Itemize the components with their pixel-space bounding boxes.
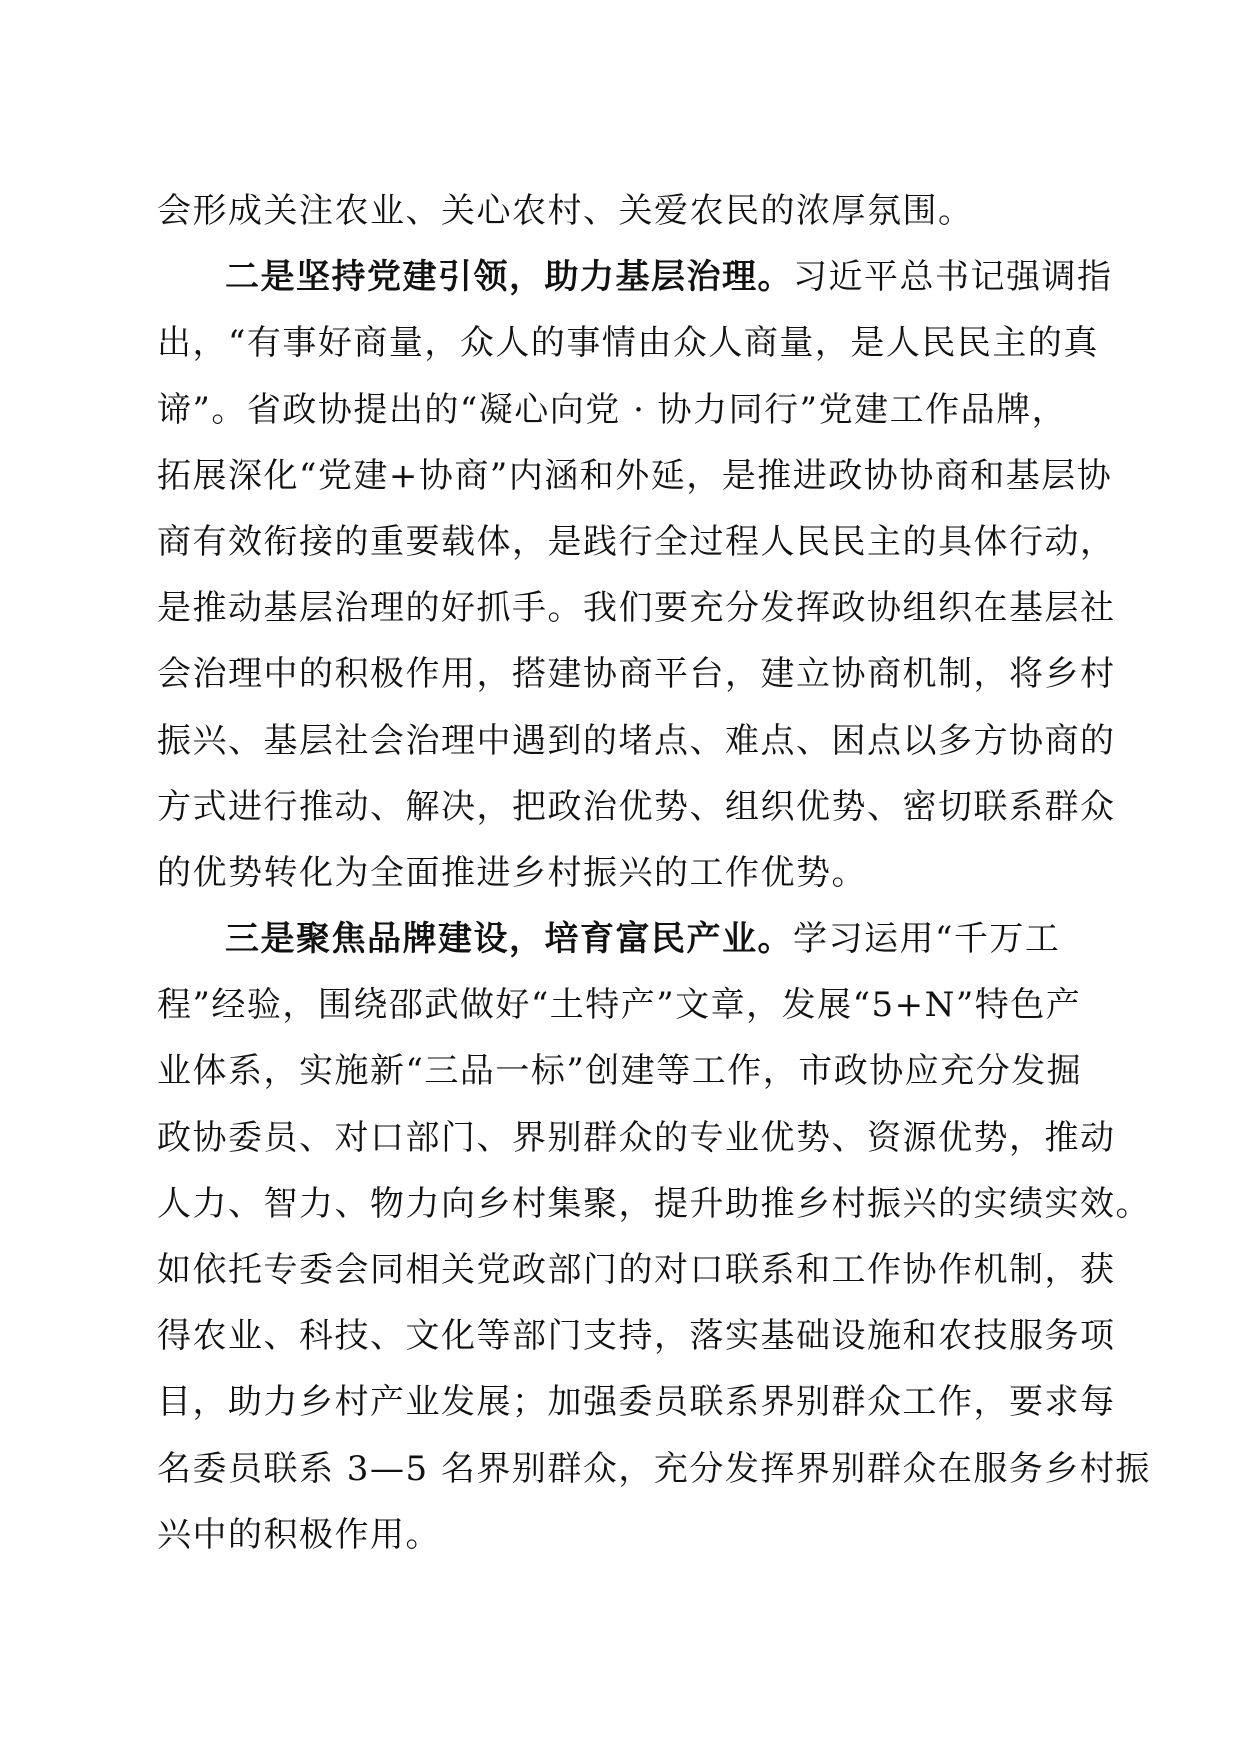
- line-text: 名委员联系 3—5 名界别群众，充分发挥界别群众在服务乡村振: [157, 1448, 1151, 1489]
- text-line-20: [157, 1436, 1151, 1502]
- text-line-11: [157, 840, 1097, 906]
- line-text: 会形成关注农业、关心农村、关爱农民的浓厚氛围。: [157, 191, 974, 231]
- section-heading-line-12: [157, 906, 1097, 972]
- line-text: 人力、智力、物力向乡村集聚，提升助推乡村振兴的实绩实效。: [157, 1183, 1151, 1224]
- line-text: 学习运用“千万工: [793, 919, 1061, 960]
- text-line-21: [157, 1502, 1097, 1568]
- line-text: 目，助力乡村产业发展；加强委员联系界别群众工作，要求每: [157, 1382, 1116, 1423]
- line-text: 政协委员、对口部门、界别群众的专业优势、资源优势，推动: [157, 1117, 1116, 1158]
- text-line-4: [157, 377, 1097, 443]
- body-text: [157, 178, 1151, 1568]
- line-text: 会治理中的积极作用，搭建协商平台，建立协商机制，将乡村: [157, 654, 1116, 695]
- text-line-9: [157, 708, 1116, 774]
- text-line-19: [157, 1369, 1116, 1435]
- text-line-16: [157, 1171, 1151, 1237]
- text-line-7: [157, 575, 1116, 641]
- section-heading-line-2: [157, 244, 1113, 310]
- text-line-15: [157, 1105, 1116, 1171]
- text-line-17: [157, 1237, 1116, 1303]
- text-line-18: [157, 1303, 1116, 1369]
- line-text: 业体系，实施新“三品一标”创建等工作，市政协应充分发掘: [157, 1051, 1083, 1092]
- line-text: 商有效衔接的重要载体，是践行全过程人民民主的具体行动，: [157, 521, 1116, 562]
- text-line-10: [157, 774, 1116, 840]
- text-line-13: [157, 972, 1097, 1038]
- line-text: 程”经验，围绕邵武做好“土特产”文章，发展“5+N”特色产: [157, 985, 1082, 1026]
- text-line-6: [157, 509, 1116, 575]
- line-text: 拓展深化“党建+协商”内涵和外延，是推进政协协商和基层协: [157, 455, 1113, 496]
- section-lead-brand-building: 三是聚焦品牌建设，培育富民产业。: [225, 919, 793, 960]
- text-line-3: [157, 310, 1097, 376]
- text-line-5: [157, 443, 1113, 509]
- line-text: 方式进行推动、解决，把政治优势、组织优势、密切联系群众: [157, 786, 1116, 827]
- section-lead-party-building: 二是坚持党建引领，助力基层治理。: [225, 257, 793, 298]
- text-line-1: [157, 178, 1097, 244]
- line-text: 习近平总书记强调指: [793, 257, 1113, 298]
- line-text: 的优势转化为全面推进乡村振兴的工作优势。: [157, 852, 867, 893]
- line-text: 如依托专委会同相关党政部门的对口联系和工作协作机制，获: [157, 1250, 1116, 1290]
- line-text: 振兴、基层社会治理中遇到的堵点、难点、困点以多方协商的: [157, 720, 1116, 761]
- line-text: 得农业、科技、文化等部门支持，落实基础设施和农技服务项: [157, 1316, 1116, 1357]
- line-text: 是推动基层治理的好抓手。我们要充分发挥政协组织在基层社: [157, 588, 1116, 629]
- line-text: 出，“有事好商量，众人的事情由众人商量，是人民民主的真: [157, 323, 1099, 364]
- line-text: 兴中的积极作用。: [157, 1514, 441, 1555]
- line-text: 谛”。省政协提出的“凝心向党 · 协力同行”党建工作品牌，: [157, 389, 1068, 430]
- text-line-14: [157, 1038, 1097, 1104]
- text-line-8: [157, 641, 1116, 707]
